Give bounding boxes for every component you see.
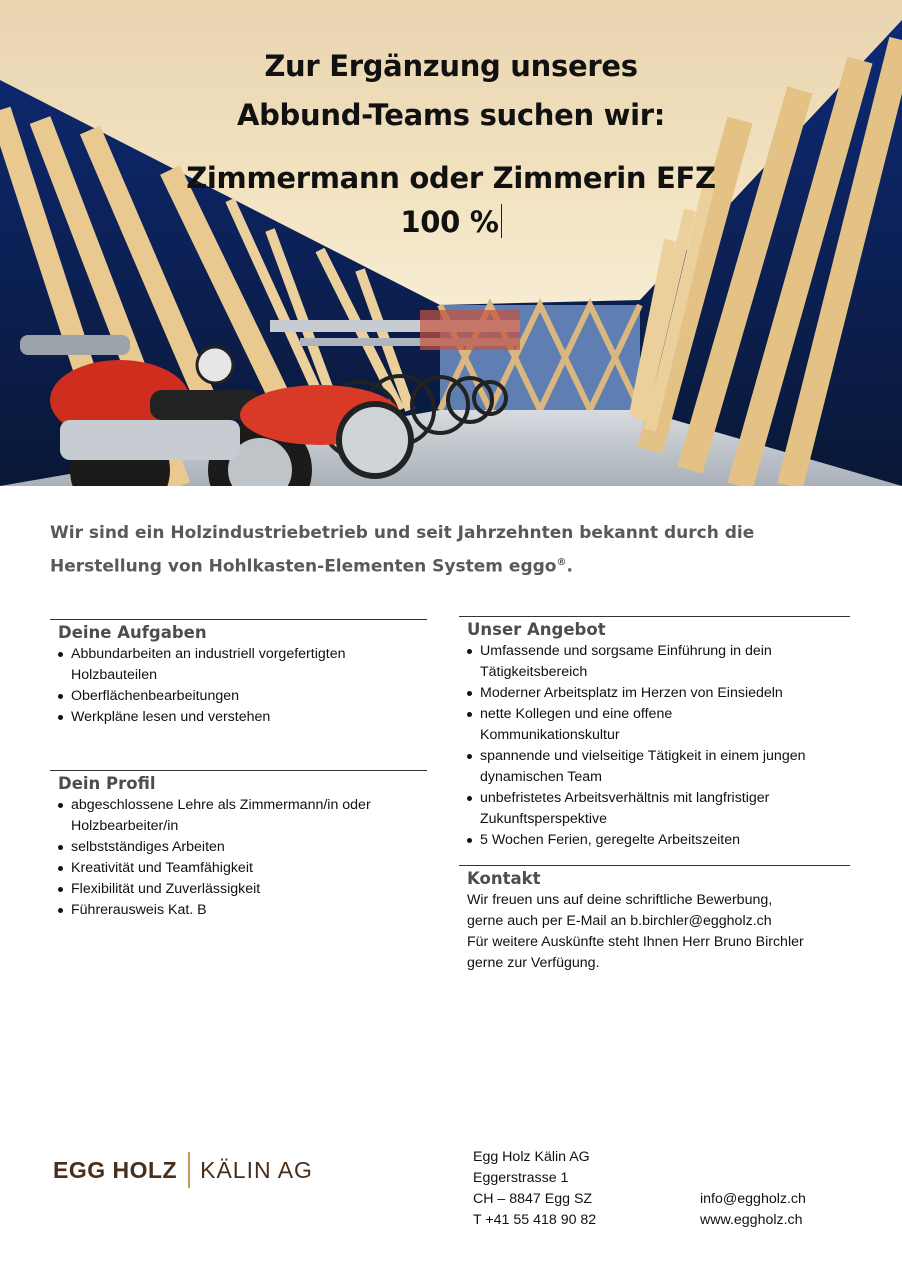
- address-line: Egg Holz Kälin AG: [473, 1149, 590, 1165]
- company-logo: [53, 1150, 313, 1190]
- contact-text: [459, 890, 850, 974]
- section-title: Deine Aufgaben: [58, 623, 207, 642]
- intro-paragraph: [50, 518, 860, 582]
- hero-image: [0, 0, 902, 486]
- list-item: 5 Wochen Ferien, geregelte Arbeitszeiten: [467, 830, 850, 851]
- address-line: T +41 55 418 90 82: [473, 1212, 597, 1228]
- job-title: Zimmermann oder Zimmerin EFZ: [186, 161, 716, 195]
- list-item: Moderner Arbeitsplatz im Herzen von Einsiedeln: [467, 683, 850, 704]
- job-percentage: [0, 204, 902, 240]
- email-link[interactable]: info@eggholz.ch: [700, 1191, 806, 1207]
- profil-list: [50, 795, 427, 921]
- section-kontakt: [459, 865, 850, 974]
- logo-divider: [188, 1152, 190, 1188]
- list-item: Abbundarbeiten an industriell vorgefertigten Holzbauteilen: [58, 644, 401, 686]
- section-angebot: [459, 616, 850, 851]
- angebot-list: [459, 641, 850, 851]
- address-line: CH – 8847 Egg SZ: [473, 1191, 593, 1207]
- section-title: Unser Angebot: [467, 620, 606, 639]
- contact-line: gerne zur Verfügung.: [467, 955, 600, 971]
- list-item: Werkpläne lesen und verstehen: [58, 707, 427, 728]
- list-item: selbstständiges Arbeiten: [58, 837, 427, 858]
- aufgaben-list: [50, 644, 427, 728]
- address-line: Eggerstrasse 1: [473, 1170, 569, 1186]
- section-aufgaben: [50, 619, 427, 728]
- company-web: [700, 1189, 806, 1231]
- logo-light: KÄLIN AG: [200, 1156, 313, 1183]
- intro-text: Wir sind ein Holzindustriebetrieb und seit Jahrzehnten bekannt durch die Herstellung von Hohlkasten-Elementen System eggo: [50, 523, 755, 577]
- hero-title-line1: Zur Ergänzung unseres: [264, 49, 638, 83]
- list-item: Flexibilität und Zuverlässigkeit: [58, 879, 427, 900]
- company-address: [473, 1147, 596, 1231]
- website-link[interactable]: www.eggholz.ch: [700, 1212, 803, 1228]
- intro-end: .: [566, 556, 573, 577]
- section-title: Kontakt: [467, 869, 541, 888]
- contact-line: Wir freuen uns auf deine schriftliche Bewerbung,: [467, 892, 773, 908]
- section-title: Dein Profil: [58, 774, 156, 793]
- text-cursor: [501, 204, 502, 238]
- hero-title-line2: Abbund-Teams suchen wir:: [236, 98, 666, 132]
- list-item: spannende und vielseitige Tätigkeit in einem jungen dynamischen Team: [467, 746, 845, 788]
- percentage-value: 100 %: [400, 205, 499, 239]
- registered-mark: ®: [556, 557, 567, 568]
- list-item: unbefristetes Arbeitsverhältnis mit langfristiger Zukunftsperspektive: [467, 788, 810, 830]
- contact-line: Für weitere Auskünfte steht Ihnen Herr Bruno Birchler: [467, 934, 804, 950]
- list-item: Umfassende und sorgsame Einführung in dein Tätigkeitsbereich: [467, 641, 810, 683]
- list-item: Kreativität und Teamfähigkeit: [58, 858, 427, 879]
- contact-line: gerne auch per E-Mail an b.birchler@eggholz.ch: [467, 913, 772, 929]
- list-item: abgeschlossene Lehre als Zimmermann/in oder Holzbearbeiter/in: [58, 795, 411, 837]
- list-item: Führerausweis Kat. B: [58, 900, 427, 921]
- list-item: nette Kollegen und eine offene Kommunikationskultur: [467, 704, 730, 746]
- list-item: Oberflächenbearbeitungen: [58, 686, 427, 707]
- logo-bold: EGG HOLZ: [53, 1156, 178, 1183]
- section-profil: [50, 770, 427, 921]
